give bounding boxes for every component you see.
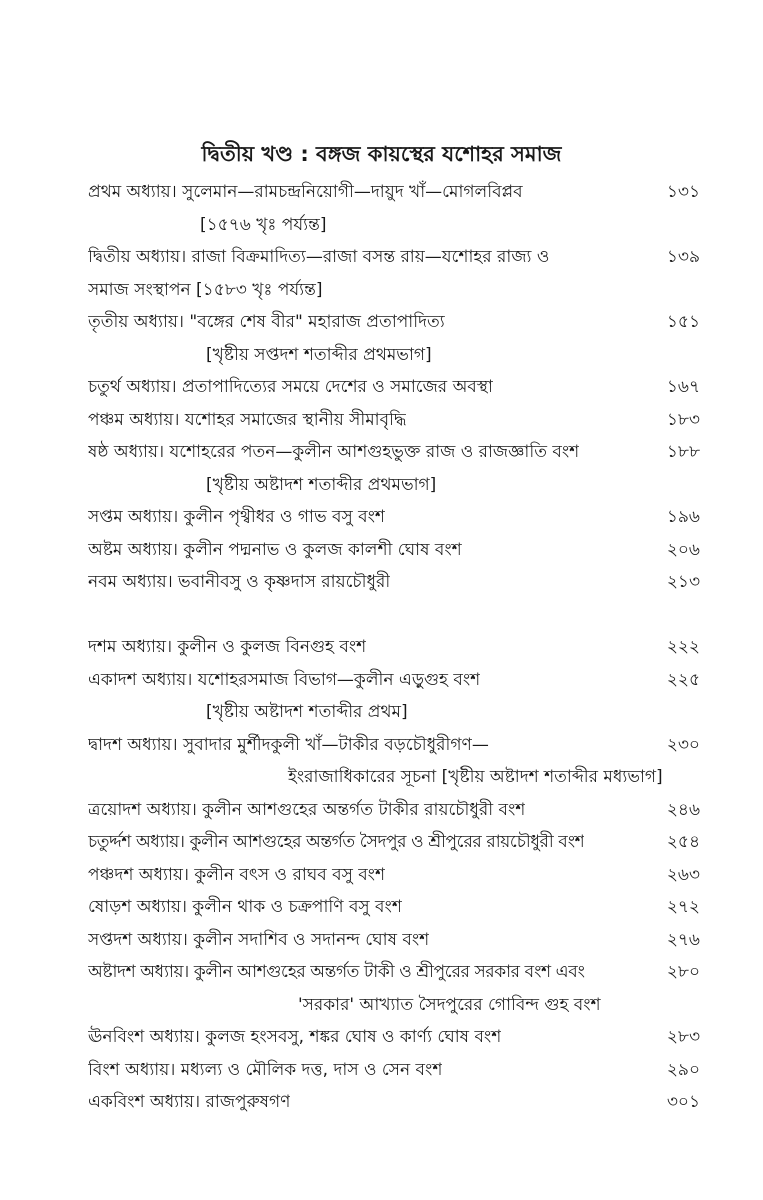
toc-row-3 xyxy=(88,306,700,339)
toc-title: দশম অধ্যায়। কুলীন ও কুলজ বিনগুহ বংশ xyxy=(88,637,367,657)
toc-title: সপ্তদশ অধ্যায়। কুলীন সদাশিব ও সদানন্দ ঘোষ বংশ xyxy=(88,929,430,950)
toc-row-1 xyxy=(88,176,700,209)
toc-page-number: ২২৫ xyxy=(666,669,700,690)
toc-row-2 xyxy=(88,241,700,274)
toc-page-number: ২৪৬ xyxy=(666,799,700,820)
toc-page-number: ২০৬ xyxy=(666,539,700,560)
toc-row-14 xyxy=(88,826,700,859)
toc-page-number: ২৩০ xyxy=(666,734,700,755)
toc-title: [খৃষ্টীয় সপ্তদশ শতাব্দীর প্রথমভাগ] xyxy=(206,344,432,365)
toc-title: পঞ্চদশ অধ্যায়। কুলীন বৎস ও রাঘব বসু বংশ xyxy=(88,864,386,885)
toc-page-number: ২৯০ xyxy=(666,1059,700,1080)
toc-title: পঞ্চম অধ্যায়। যশোহর সমাজের স্থানীয় সীমাবৃদ্ধি xyxy=(88,409,407,430)
toc-page-number: ২৫৪ xyxy=(666,832,700,852)
toc-page-number: ১৫১ xyxy=(666,312,700,332)
toc-row-20 xyxy=(88,1054,700,1087)
toc-row-2-continued xyxy=(88,274,700,307)
toc-row-19 xyxy=(88,1021,700,1054)
toc-page-number: ২১৩ xyxy=(666,572,700,592)
toc-row-17 xyxy=(88,924,700,957)
toc-title: সমাজ সংস্থাপন [১৫৮৩ খৃঃ পর্য্যন্ত] xyxy=(88,279,323,300)
toc-title: [খৃষ্টীয় অষ্টাদশ শতাব্দীর প্রথমভাগ] xyxy=(206,474,437,495)
toc-page-number: ১৬৭ xyxy=(666,377,700,397)
table-of-contents xyxy=(88,176,700,1119)
toc-row-10 xyxy=(88,631,700,664)
toc-page-number: ১৩৯ xyxy=(666,247,700,267)
toc-page-number: ১৯৬ xyxy=(666,507,700,527)
toc-row-13 xyxy=(88,794,700,827)
toc-title: বিংশ অধ্যায়। মধ্যল্য ও মৌলিক দত্ত, দাস ও সেন বংশ xyxy=(88,1059,443,1080)
toc-title: সপ্তম অধ্যায়। কুলীন পৃথ্বীধর ও গাভ বসু বংশ xyxy=(88,507,385,527)
toc-row-9-faded-print xyxy=(88,599,700,632)
toc-row-1-continued xyxy=(88,209,700,242)
toc-row-11 xyxy=(88,664,700,697)
toc-row-16 xyxy=(88,891,700,924)
toc-page-number: ১৮৮ xyxy=(666,442,700,462)
toc-page-number: ২২২ xyxy=(666,637,700,657)
toc-row-7 xyxy=(88,501,700,534)
toc-row-12 xyxy=(88,729,700,762)
toc-row-3-continued xyxy=(88,339,700,372)
toc-faded-title xyxy=(88,599,94,632)
toc-row-5 xyxy=(88,404,700,437)
toc-page-number: ২৬৩ xyxy=(666,864,700,885)
toc-page-number: ১৮৩ xyxy=(666,409,700,430)
toc-title: চতুর্থ অধ্যায়। প্রতাপাদিত্যের সময়ে দেশের ও সমাজের অবস্থা xyxy=(88,377,493,397)
toc-row-15 xyxy=(88,859,700,892)
toc-row-11-continued xyxy=(88,696,700,729)
toc-title: 'সরকার' আখ্যাত সৈদপুরের গোবিন্দ গুহ বংশ xyxy=(298,994,601,1015)
toc-page-number: ২৮০ xyxy=(666,962,700,982)
toc-title: [১৫৭৬ খৃঃ পর্য্যন্ত] xyxy=(200,214,327,235)
toc-row-8 xyxy=(88,534,700,567)
toc-title: অষ্টম অধ্যায়। কুলীন পদ্মনাভ ও কুলজ কালশী ঘোষ বংশ xyxy=(88,539,462,560)
toc-title: ষোড়শ অধ্যায়। কুলীন থাক ও চক্রপাণি বসু বংশ xyxy=(88,897,402,917)
toc-title: একাদশ অধ্যায়। যশোহরসমাজ বিভাগ—কুলীন এড়ুগুহ বংশ xyxy=(88,669,481,690)
toc-page-number: ১৩১ xyxy=(666,182,700,202)
toc-title: ষষ্ঠ অধ্যায়। যশোহরের পতন—কুলীন আশগুহভুক্ত রাজ ও রাজজ্ঞাতি বংশ xyxy=(88,442,580,462)
toc-row-18-continued xyxy=(88,989,700,1022)
toc-title: দ্বিতীয় অধ্যায়। রাজা বিক্রমাদিত্য—রাজা বসন্ত রায়—যশোহর রাজ্য ও xyxy=(88,247,550,267)
toc-row-21 xyxy=(88,1086,700,1119)
toc-title: চতুর্দ্দশ অধ্যায়। কুলীন আশগুহের অন্তর্গত সৈদপুর ও শ্রীপুরের রায়চৌধুরী বংশ xyxy=(88,832,585,852)
toc-title: [খৃষ্টীয় অষ্টাদশ শতাব্দীর প্রথম] xyxy=(206,702,408,722)
toc-page-number: ২৭২ xyxy=(666,897,700,917)
toc-row-6 xyxy=(88,436,700,469)
toc-row-9 xyxy=(88,566,700,599)
section-heading: দ্বিতীয় খণ্ড : বঙ্গজ কায়স্থের যশোহর সমাজ xyxy=(201,142,562,166)
toc-title: নবম অধ্যায়। ভবানীবসু ও কৃষ্ণদাস রায়চৌধুরী xyxy=(88,572,391,592)
toc-title: একবিংশ অধ্যায়। রাজপুরুষগণ xyxy=(88,1092,291,1112)
toc-title: দ্বাদশ অধ্যায়। সুবাদার মুর্শীদকুলী খাঁ—টাকীর বড়চৌধুরীগণ— xyxy=(88,734,489,755)
toc-row-6-continued xyxy=(88,469,700,502)
toc-row-4 xyxy=(88,371,700,404)
toc-page-number: ২৭৬ xyxy=(666,929,700,950)
toc-title: ঊনবিংশ অধ্যায়। কুলজ হংসবসু, শঙ্কর ঘোষ ও কার্ণ্য ঘোষ বংশ xyxy=(88,1027,502,1047)
toc-title: প্রথম অধ্যায়। সুলেমান—রামচন্দ্রনিয়োগী—দায়ুদ খাঁ—মোগলবিপ্লব xyxy=(88,182,523,202)
toc-page-number: ৩০১ xyxy=(666,1092,700,1112)
toc-title: ত্রয়োদশ অধ্যায়। কুলীন আশগুহের অন্তর্গত টাকীর রায়চৌধুরী বংশ xyxy=(88,799,526,820)
toc-title: তৃতীয় অধ্যায়। "বঙ্গের শেষ বীর" মহারাজ প্রতাপাদিত্য xyxy=(88,312,445,332)
toc-title: অষ্টাদশ অধ্যায়। কুলীন আশগুহের অন্তর্গত টাকী ও শ্রীপুরের সরকার বংশ এবং xyxy=(88,962,585,982)
toc-page-number: ২৮৩ xyxy=(666,1027,700,1047)
toc-row-12-continued xyxy=(88,761,700,794)
toc-title: ইংরাজাধিকারের সূচনা [খৃষ্টীয় অষ্টাদশ শতাব্দীর মধ্যভাগ] xyxy=(288,767,663,787)
toc-row-18 xyxy=(88,956,700,989)
